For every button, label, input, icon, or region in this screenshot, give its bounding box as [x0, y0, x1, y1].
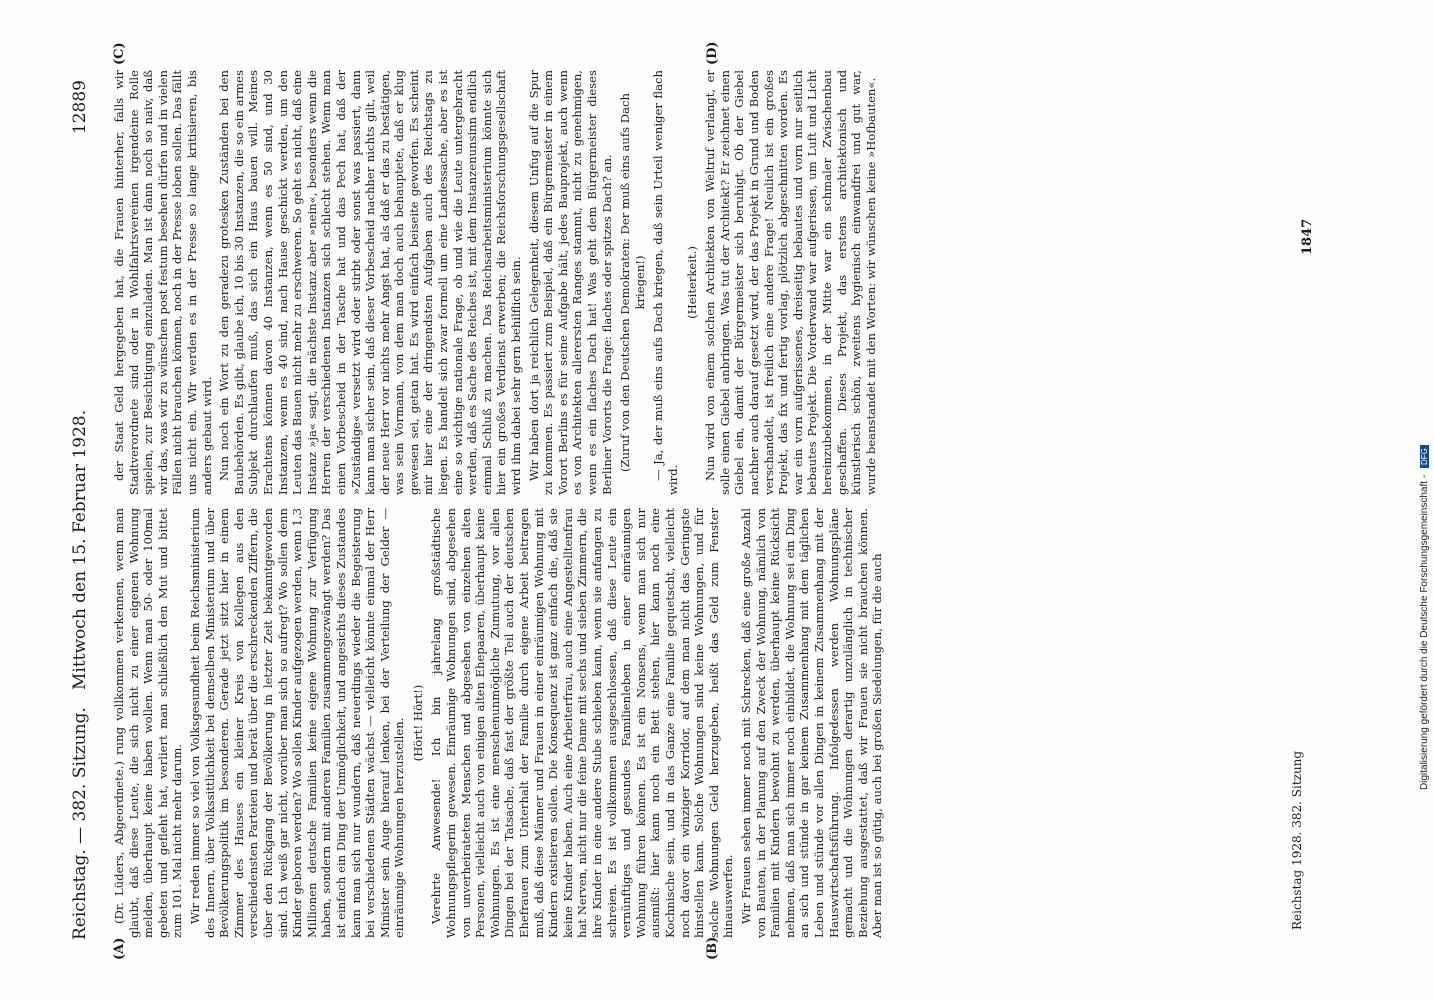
marker-d: (D) — [705, 41, 720, 65]
footer-sheet-number: 1847 — [1300, 218, 1315, 255]
paragraph: Wir reden immer so viel von Volksgesundheit beim Reichsministerium des Innern, über Volkssittlichkeit bei demselben Ministerium und über Bevölkerungspolitik im besonderen. Gerade jetzt sitzt hier in einem Zimmer des Hauses ein kleiner Kreis von Kollegen aus den verschiedensten Parteien und berät über die erschreckenden Ziffern, die über den Rückgang der Bevölkerung in letzter Zeit bekanntgeworden sind. Ich weiß gar nicht, worüber man sich so aufregt? Wo sollen denn Kinder geboren werden? Wo sollen Kinder aufgezogen werden, wenn 1,3 Millionen deutsche Familien keine eigene Wohnung zur Verfügung haben, sondern mit anderen Familien zusammengezwängt werden? Das ist einfach ein Ding der Unmöglichkeit, und angesichts dieses Zustandes kann man sich nur wundern, daß neuerdings wieder die Begeisterung bei verschiedenen Städten wächst — vielleicht könnte einmal der Herr Minister sein Auge hierauf lenken, bei der Verteilung der Gelder — einräumige Wohnungen herzustellen. — [187, 508, 407, 938]
interjection: (Heiterkeit.) — [684, 246, 699, 319]
credit-text: Digitalisierung gefördert durch die Deutsche Forschungsgemeinschaft - — [1419, 474, 1430, 790]
marker-a: (A) — [112, 937, 127, 960]
column-right — [112, 70, 1297, 495]
paragraph: Wir Frauen sehen immer noch mit Schrecken, daß eine große Anzahl von Bauten, in der Planung auf den Zweck der Wohnung, nämlich von Familien mit Kindern bewohnt zu werden, überhaupt keine Rücksicht nehmen, daß man sich immer noch einbildet, die Wohnung sei ein Ding an sich und stünde in gar keinem Zusammenhang mit dem täglichen Leben und stünde vor allen Dingen in keinem Zusammenhang mit der Hauswirtschaftsführung. Infolgedessen werden Wohnungspläne gemacht und die Wohnungen derartig unzulänglich in technischer Beziehung ausgestattet, daß wir Frauen sie nicht brauchen können. Aber man ist so gütig, auch bei großen Siedelungen, für die auch — [738, 508, 885, 938]
credit-line — [1419, 0, 1434, 800]
dfg-logo: DFG — [1420, 445, 1429, 468]
interjection: (Zuruf von den Deutschen Demokraten: Der muß eins aufs Dach kriegen!) — [618, 93, 647, 472]
column-left — [112, 508, 1287, 938]
marker-c: (C) — [112, 42, 127, 65]
header-left: Reichstag. — 382. Sitzung. — [70, 707, 90, 940]
page-header — [70, 80, 100, 940]
paragraph: Verehrte Anwesende! Ich bin jahrelang großstädtische Wohnungspflegerin gewesen. Einräumige Wohnungen sind, abgesehen von unverheirateten Menschen und abgesehen von einzelnen alten Personen, vielleicht auch von einigen alten Ehepaaren, überhaupt keine Wohnungen. Es ist eine menschenunmögliche Zumutung, vor allen Dingen bei der Tatsache, daß fast der größte Teil auch der deutschen Ehefrauen zum Unterhalt der Familie durch eigene Arbeit beitragen muß, daß diese Männer und Frauen in einer einräumigen Wohnung mit Kindern existieren sollen. Die Konsequenz ist ganz einfach die, daß sie keine Kinder haben. Auch eine Arbeiterfrau, auch eine Angestelltenfrau hat Nerven, nicht nur die feine Dame mit sechs und sieben Zimmern, die ihre Kinder in eine andere Stube schieben kann, wenn sie anfangen zu schreien. Es ist vollkommen ausgeschlossen, daß diese Leute ein vernünftiges und gesundes Familienleben in einer einräumigen Wohnung führen können. Es ist ein Nonsens, wenn man sich nur ausmißt: hier kann noch ein Bett stehen, hier kann noch eine Kochnische sein, und in das Ganze eine Familie gequetscht, vielleicht noch davor ein winziger Korridor, auf dem man nicht das Geringste hinstellen kann. Solche Wohnungen sind keine Wohnungen, und für solche Wohnungen Geld herzugeben, heißt das Geld zum Fenster hinauswerfen. — [429, 508, 736, 938]
paragraph: Nun wird von einem solchen Architekten von Weltruf verlangt, er solle einen Giebel anbringen. Was tut der Architekt? Er zeichnet einen Giebel ein, damit der Bürgermeister sich beruhigt. Ob der Giebel nachher auch darauf gesetzt wird, der das Projekt in Grund und Boden verschandelt, ist freilich eine andere Frage! Neulich ist ein großes Projekt, das fix und fertig vorlag, plötzlich abgeschnitten worden. Es war ein vorn aufgerissenes, dreiseitig bebautes und vorn nur seitlich bebautes Projekt. Die Vorderwand war aufgerissen, um Luft und Licht hereinzubekommen, in der Mitte war ein schmaler Zwischenbau geschaffen. Dieses Projekt, das erstens architektonisch und künstlerisch schön, zweitens hygienisch einwandfrei und gut war, wurde beanstandet mit den Worten: wir wünschen keine »Hofbauten«. — [703, 70, 878, 495]
paragraph: (Dr. Lüders, Abgeordnete.) rung vollkommen verkennen, wenn man glaubt, daß diese Leute, die sich nicht zu einer eigenen Wohnung melden, überhaupt keine haben wollen. Wenn man 50- oder 100mal gebeten und gefleht hat, verliert man schließlich den Mut und bittet zum 101. Mal nicht mehr darum. — [112, 508, 185, 938]
paragraph: der Staat Geld hergegeben hat, die Frauen hinterher, falls wir Stadtverordnete sind oder in Wohlfahrtsvereinen irgendeine Rolle spielen, zur Besichtigung einzuladen. Man ist dann noch so naiv, daß wir das, was wir zu wünschen post festum besehen dürfen und in vielen Fällen nicht brauchen können, noch in der Presse loben sollen. Das fällt uns nicht ein. Wir werden es in der Presse so lange kritisieren, bis anders gebaut wird. — [112, 70, 214, 495]
digitization-credit — [1419, 0, 1434, 1000]
interjection: (Hört! Hört!) — [410, 684, 425, 762]
footer-source: Reichstag 1928. 382. Sitzung — [1290, 750, 1304, 930]
paragraph: Nun noch ein Wort zu den geradezu grotesken Zuständen bei den Baubehörden. Es gibt, glaube ich, 10 bis 30 Instanzen, die so ein armes Subjekt durchlaufen muß, das sich ein Haus bauen will. Meines Erachtens können davon 40 Instanzen, wenn es 50 sind, und 30 Instanzen, wenn es 40 sind, nach Hause geschickt werden, um den Leuten das Bauen nicht mehr zu erschweren. So geht es nicht, daß eine Instanz »ja« sagt, die nächste Instanz aber »nein«, besonders wenn die Herren der verschiedenen Instanzen sich schlecht stehen. Wenn man einen Vorbescheid in der Tasche hat und das Pech hat, daß der »Zuständige« versetzt wird oder stirbt oder sonst was passiert, dann kann man sicher sein, daß dieser Vorbescheid nachher nichts gilt, weil der neue Herr vor nichts mehr Angst hat, als daß er das zu bestätigen, was sein Vormann, von dem man doch auch behauptete, daß er klug gewesen sei, getan hat. Es wird einfach beiseite geworfen. Es scheint mir hier eine der dringendsten Aufgaben auch des Reichstags zu liegen. Es handelt sich zwar formell um eine Landessache, aber es ist eine so wichtige nationale Frage, ob und wie die Leute untergebracht werden, daß es Sache des Reiches ist, mit dem Instanzenunsinn endlich einmal Schluß zu machen. Das Reichsarbeitsministerium könnte sich hier ein großes Verdienst erwerben; die Reichsforschungsgesellschaft wird ihm dabei sehr gern behilflich sein. — [217, 70, 524, 495]
paragraph: — Ja, der muß eins aufs Dach kriegen, daß sein Urteil weniger flach wird. — [651, 70, 680, 495]
paragraph: Wir haben dort ja reichlich Gelegenheit, diesem Unfug auf die Spur zu kommen. Es passiert zum Beispiel, daß ein Bürgermeister in einem Vorort Berlins es für seine Aufgabe hält, jedes Bauprojekt, auch wenn es von Architekten allerersten Ranges stammt, nicht zu genehmigen, wenn es ein flaches Dach hat! Was geht dem Bürgermeister dieses Berliner Vororts die Frage: flaches oder spitzes Dach? an. — [526, 70, 614, 495]
header-date: Mittwoch den 15. Februar 1928. — [70, 409, 90, 690]
marker-b: (B) — [705, 936, 720, 960]
page-number: 12889 — [70, 80, 90, 135]
